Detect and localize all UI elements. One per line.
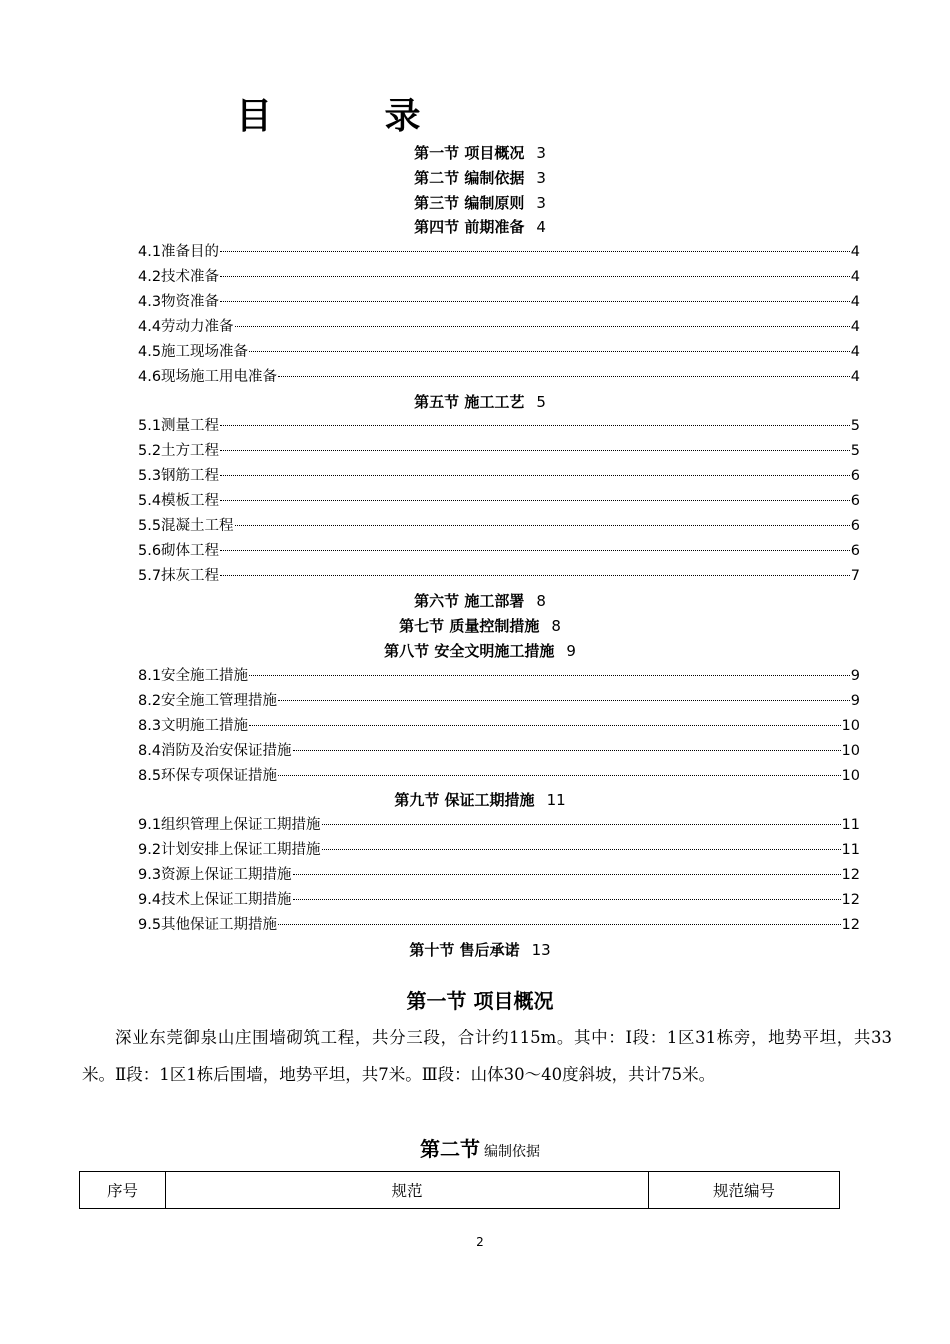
toc-entry[interactable] [138, 889, 860, 911]
toc-entry-page: 7 [850, 568, 860, 584]
toc-entry[interactable] [138, 690, 860, 712]
toc-entry-label: 4.6现场施工用电准备 [138, 369, 278, 385]
dot-leader [249, 675, 850, 676]
toc-entry-page: 4 [850, 244, 860, 260]
toc-entry[interactable] [138, 914, 860, 936]
dot-leader [293, 874, 841, 875]
toc-entry-page: 9 [850, 668, 860, 684]
dot-leader [278, 924, 840, 925]
toc-section[interactable] [0, 142, 950, 164]
toc-entry-page: 6 [850, 543, 860, 559]
dot-leader [220, 575, 850, 576]
dot-leader [220, 500, 850, 501]
dot-leader [293, 899, 841, 900]
toc-entry[interactable] [138, 266, 860, 288]
toc-entry[interactable] [138, 490, 860, 512]
toc-entry[interactable] [138, 540, 860, 562]
toc-entry-label: 8.2安全施工管理措施 [138, 693, 278, 709]
toc-entry-label: 9.1组织管理上保证工期措施 [138, 817, 321, 833]
toc-entry-label: 5.5混凝土工程 [138, 518, 234, 534]
toc-entry[interactable] [138, 665, 860, 687]
toc-section-label: 第六节 施工部署 [414, 592, 525, 610]
toc-entry-label: 9.4技术上保证工期措施 [138, 892, 292, 908]
toc-section-label: 第四节 前期准备 [414, 218, 525, 236]
toc-section[interactable] [0, 216, 950, 238]
toc-entry[interactable] [138, 565, 860, 587]
toc-entry-label: 9.3资源上保证工期措施 [138, 867, 292, 883]
dot-leader [322, 849, 841, 850]
toc-entry-page: 12 [841, 867, 860, 883]
toc-entry-page: 4 [850, 344, 860, 360]
toc-section-label: 第一节 项目概况 [414, 144, 525, 162]
toc-section[interactable] [0, 167, 950, 189]
toc-entry-label: 5.2土方工程 [138, 443, 220, 459]
toc-entry[interactable] [138, 291, 860, 313]
toc-entry[interactable] [138, 341, 860, 363]
dot-leader [249, 351, 850, 352]
toc-entry[interactable] [138, 440, 860, 462]
dot-leader [278, 775, 840, 776]
toc-section-label: 第七节 质量控制措施 [399, 617, 540, 635]
table-header-cell: 序号 [80, 1172, 166, 1209]
toc-entry[interactable] [138, 814, 860, 836]
toc-section-page: 5 [536, 393, 546, 411]
dot-leader [235, 326, 850, 327]
toc-entry[interactable] [138, 465, 860, 487]
toc-entry-page: 5 [850, 443, 860, 459]
toc-entry-page: 4 [850, 294, 860, 310]
toc-entry-page: 12 [841, 892, 860, 908]
section-heading-small: 编制依据 [484, 1144, 540, 1160]
toc-section[interactable] [0, 391, 950, 413]
dot-leader [220, 550, 850, 551]
toc-entry-label: 4.4劳动力准备 [138, 319, 234, 335]
toc-entry[interactable] [138, 415, 860, 437]
toc-entry[interactable] [138, 864, 860, 886]
toc-entry-label: 5.1测量工程 [138, 418, 220, 434]
toc-section-label: 第八节 安全文明施工措施 [384, 642, 555, 660]
dot-leader [220, 475, 850, 476]
toc-entry-label: 8.5环保专项保证措施 [138, 768, 278, 784]
toc-entry-label: 5.6砌体工程 [138, 543, 220, 559]
toc-entry[interactable] [138, 316, 860, 338]
toc-section-page: 9 [566, 642, 576, 660]
dot-leader [278, 700, 850, 701]
toc-entry-page: 10 [841, 718, 860, 734]
toc-entry-label: 5.3钢筋工程 [138, 468, 220, 484]
toc-entry-page: 10 [841, 768, 860, 784]
toc-title: 目 录 [236, 95, 471, 137]
dot-leader [278, 376, 850, 377]
toc-section-label: 第二节 编制依据 [414, 169, 525, 187]
dot-leader [220, 450, 850, 451]
toc-section-label: 第十节 售后承诺 [409, 941, 520, 959]
dot-leader [235, 525, 850, 526]
toc-entry-label: 9.2计划安排上保证工期措施 [138, 842, 321, 858]
toc-entry-label: 9.5其他保证工期措施 [138, 917, 278, 933]
toc-section-page: 3 [536, 144, 546, 162]
toc-entry-label: 8.1安全施工措施 [138, 668, 249, 684]
toc-section-label: 第九节 保证工期措施 [394, 791, 535, 809]
toc-entry[interactable] [138, 839, 860, 861]
toc-entry-label: 8.3文明施工措施 [138, 718, 249, 734]
toc-section-page: 3 [536, 169, 546, 187]
table-header-cell: 规范编号 [649, 1172, 840, 1209]
toc-section-page: 3 [536, 194, 546, 212]
dot-leader [249, 725, 840, 726]
toc-entry-page: 12 [841, 917, 860, 933]
toc-entry-page: 6 [850, 493, 860, 509]
page-number: 2 [476, 1235, 484, 1249]
toc-section[interactable] [0, 640, 950, 662]
toc-entry-page: 11 [841, 842, 860, 858]
toc-section[interactable] [0, 789, 950, 811]
toc-entry-page: 10 [841, 743, 860, 759]
toc-entry-page: 11 [841, 817, 860, 833]
toc-entry[interactable] [138, 366, 860, 388]
toc-section[interactable] [0, 615, 950, 637]
toc-entry-page: 4 [850, 319, 860, 335]
toc-section-page: 13 [531, 941, 551, 959]
toc-entry-label: 4.2技术准备 [138, 269, 220, 285]
spec-table [79, 1171, 840, 1209]
toc-section-page: 8 [551, 617, 561, 635]
dot-leader [220, 276, 850, 277]
toc-section-label: 第五节 施工工艺 [414, 393, 525, 411]
toc-entry-page: 6 [850, 518, 860, 534]
section-paragraph: 深业东莞御泉山庄围墙砌筑工程，共分三段，合计约115m。其中：Ⅰ段：1区31栋旁，地势平坦，共33米。Ⅱ段：1区1栋后围墙，地势平坦，共7米。Ⅲ段：山体30～40度斜坡，共计75米。 [82, 1028, 892, 1084]
table-header-row [80, 1172, 840, 1209]
section-heading-strong: 第二节 [420, 1137, 480, 1161]
toc-section[interactable] [0, 939, 950, 961]
toc-entry-label: 5.4模板工程 [138, 493, 220, 509]
dot-leader [322, 824, 841, 825]
toc-entry-label: 5.7抹灰工程 [138, 568, 220, 584]
toc-entry-page: 4 [850, 269, 860, 285]
dot-leader [220, 301, 850, 302]
toc-section-label: 第三节 编制原则 [414, 194, 525, 212]
toc-section-page: 4 [536, 218, 546, 236]
toc-section[interactable] [0, 192, 950, 214]
toc-entry-label: 8.4消防及治安保证措施 [138, 743, 292, 759]
toc-entry-page: 6 [850, 468, 860, 484]
toc-section[interactable] [0, 590, 950, 612]
toc-section-page: 11 [546, 791, 566, 809]
toc-entry-label: 4.1准备目的 [138, 244, 220, 260]
toc-entry-page: 4 [850, 369, 860, 385]
toc-entry-label: 4.3物资准备 [138, 294, 220, 310]
toc-entry[interactable] [138, 515, 860, 537]
toc-entry[interactable] [138, 740, 860, 762]
dot-leader [220, 425, 850, 426]
section-heading [0, 1133, 950, 1162]
toc-entry[interactable] [138, 715, 860, 737]
dot-leader [220, 251, 850, 252]
toc-entry-page: 9 [850, 693, 860, 709]
toc-section-page: 8 [536, 592, 546, 610]
toc-entry[interactable] [138, 241, 860, 263]
dot-leader [293, 750, 841, 751]
toc-entry-label: 4.5施工现场准备 [138, 344, 249, 360]
section-heading: 第一节 项目概况 [406, 989, 554, 1013]
toc-entry-page: 5 [850, 418, 860, 434]
toc-entry[interactable] [138, 765, 860, 787]
table-header-cell: 规范 [166, 1172, 649, 1209]
